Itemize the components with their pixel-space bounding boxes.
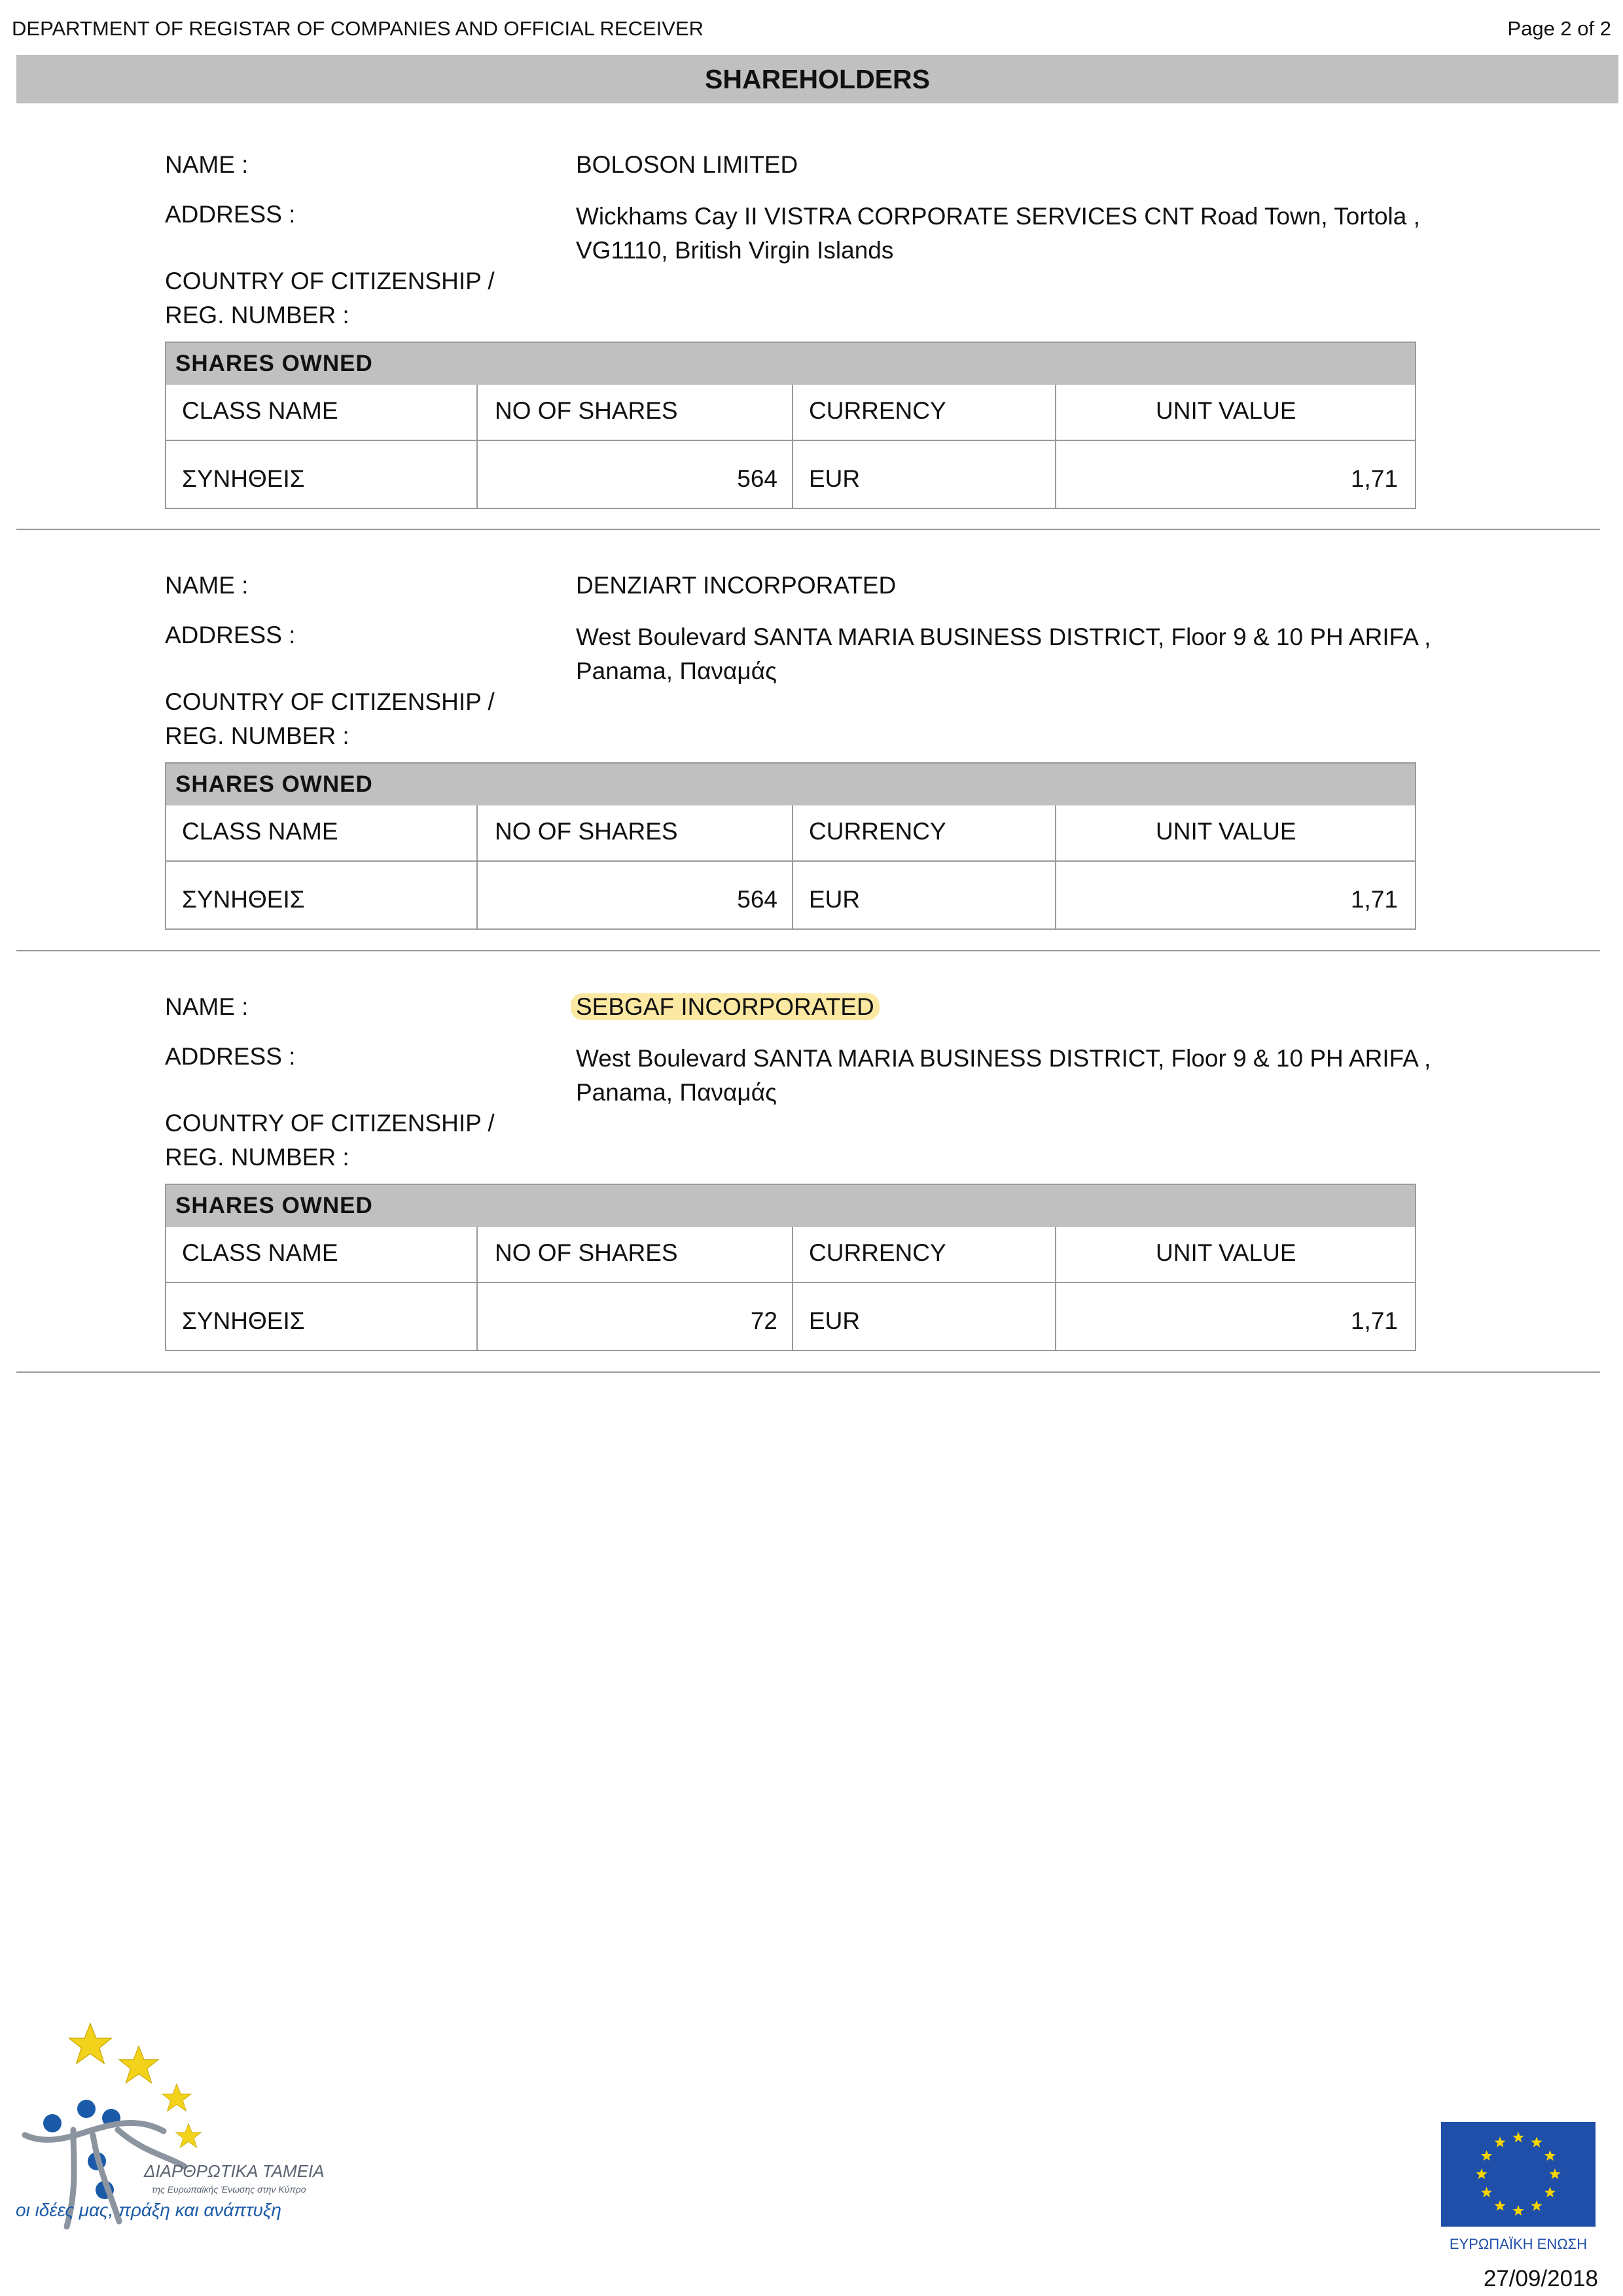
class-name-header: CLASS NAME: [182, 397, 338, 424]
shareholder-block: [0, 990, 1623, 1409]
logo-star-icon: [119, 2046, 158, 2083]
table-column-divider: [792, 1227, 793, 1350]
no-of-shares-cell: 72: [750, 1307, 777, 1334]
highlighted-name: SEBGAF INCORPORATED: [571, 993, 880, 1020]
currency-cell: EUR: [809, 886, 861, 913]
section-divider: [16, 950, 1600, 951]
table-column-divider: [1055, 1227, 1056, 1350]
country-label: [165, 1106, 495, 1174]
page-number: Page 2 of 2: [1507, 17, 1611, 40]
currency-cell: EUR: [809, 1307, 861, 1334]
shareholder-block: [0, 148, 1623, 567]
class-name-cell: ΣΥΝΗΘΕΙΣ: [182, 465, 305, 492]
unit-value-header: UNIT VALUE: [1156, 397, 1296, 424]
shares-owned-heading: SHARES OWNED: [166, 764, 1415, 805]
country-label-line: REG. NUMBER :: [165, 302, 349, 328]
table-row-divider: [166, 1282, 1415, 1283]
table-column-divider: [1055, 805, 1056, 928]
class-name-cell: ΣΥΝΗΘΕΙΣ: [182, 1307, 305, 1334]
shareholder-address: [576, 620, 1431, 688]
table-row-divider: [166, 860, 1415, 862]
address-label: ADDRESS :: [165, 622, 296, 648]
address-line: Panama, Παναμάς: [576, 1079, 777, 1106]
name-label: NAME :: [165, 993, 249, 1020]
unit-value-header: UNIT VALUE: [1156, 1239, 1296, 1266]
section-divider: [16, 1371, 1600, 1373]
logo-slogan: οι ιδέες μας, πράξη και ανάπτυξη: [16, 2200, 281, 2220]
currency-header: CURRENCY: [809, 397, 946, 424]
name-label: NAME :: [165, 151, 249, 178]
table-column-divider: [476, 805, 478, 928]
shares-owned-table: [165, 762, 1416, 930]
logo-figure-head: [43, 2114, 62, 2132]
currency-cell: EUR: [809, 465, 861, 492]
unit-value-cell: 1,71: [1350, 1307, 1398, 1334]
no-of-shares-header: NO OF SHARES: [495, 397, 678, 424]
table-column-divider: [1055, 385, 1056, 508]
unit-value-cell: 1,71: [1350, 465, 1398, 492]
currency-header: CURRENCY: [809, 818, 946, 845]
no-of-shares-header: NO OF SHARES: [495, 1239, 678, 1266]
country-label-line: COUNTRY OF CITIZENSHIP /: [165, 268, 495, 294]
table-column-divider: [476, 385, 478, 508]
country-label: [165, 685, 495, 753]
section-divider: [16, 529, 1600, 530]
footer-date: 27/09/2018: [1483, 2266, 1598, 2291]
country-label-line: REG. NUMBER :: [165, 722, 349, 749]
no-of-shares-cell: 564: [737, 886, 777, 913]
logo-subtitle: της Ευρωπαϊκής Ένωσης στην Κύπρο: [152, 2184, 306, 2195]
no-of-shares-header: NO OF SHARES: [495, 818, 678, 845]
table-column-divider: [792, 385, 793, 508]
shares-owned-heading: SHARES OWNED: [166, 343, 1415, 385]
logo-title: ΔΙΑΡΘΡΩΤΙΚΑ ΤΑΜΕΙΑ: [144, 2161, 325, 2181]
address-label: ADDRESS :: [165, 1043, 296, 1070]
shareholder-address: [576, 1042, 1431, 1110]
eu-flag-logo: [1433, 2110, 1600, 2261]
shareholder-address: [576, 200, 1420, 268]
country-label: [165, 264, 495, 332]
address-line: West Boulevard SANTA MARIA BUSINESS DISTRICT, Floor 9 & 10 PH ARIFA ,: [576, 1045, 1431, 1072]
shares-owned-table: [165, 1184, 1416, 1351]
address-label: ADDRESS :: [165, 201, 296, 228]
table-row-divider: [166, 440, 1415, 441]
address-line: VG1110, British Virgin Islands: [576, 237, 894, 264]
class-name-header: CLASS NAME: [182, 818, 338, 845]
country-label-line: COUNTRY OF CITIZENSHIP /: [165, 1110, 495, 1137]
address-line: Panama, Παναμάς: [576, 658, 777, 684]
shares-owned-table: [165, 342, 1416, 509]
table-column-divider: [792, 805, 793, 928]
shareholder-name: DENZIART INCORPORATED: [576, 572, 897, 599]
shares-owned-heading: SHARES OWNED: [166, 1185, 1415, 1227]
currency-header: CURRENCY: [809, 1239, 946, 1266]
logo-star-icon: [162, 2084, 191, 2111]
logo-star-icon: [176, 2124, 202, 2148]
class-name-header: CLASS NAME: [182, 1239, 338, 1266]
no-of-shares-cell: 564: [737, 465, 777, 492]
logo-figure-head: [77, 2100, 96, 2118]
country-label-line: COUNTRY OF CITIZENSHIP /: [165, 688, 495, 715]
table-column-divider: [476, 1227, 478, 1350]
department-header: DEPARTMENT OF REGISTAR OF COMPANIES AND OFFICIAL RECEIVER: [12, 17, 704, 40]
address-line: West Boulevard SANTA MARIA BUSINESS DISTRICT, Floor 9 & 10 PH ARIFA ,: [576, 624, 1431, 650]
shareholder-name: BOLOSON LIMITED: [576, 151, 798, 178]
shareholder-name: [576, 990, 880, 1024]
structural-funds-logo: [13, 2012, 353, 2254]
unit-value-cell: 1,71: [1350, 886, 1398, 913]
name-label: NAME :: [165, 572, 249, 599]
logo-star-icon: [69, 2024, 112, 2064]
class-name-cell: ΣΥΝΗΘΕΙΣ: [182, 886, 305, 913]
unit-value-header: UNIT VALUE: [1156, 818, 1296, 845]
shareholder-block: [0, 569, 1623, 987]
section-title: SHAREHOLDERS: [16, 55, 1618, 103]
address-line: Wickhams Cay II VISTRA CORPORATE SERVICES CNT Road Town, Tortola ,: [576, 203, 1420, 230]
country-label-line: REG. NUMBER :: [165, 1144, 349, 1171]
eu-label: ΕΥΡΩΠΑΪΚΗ ΕΝΩΣΗ: [1449, 2236, 1588, 2252]
